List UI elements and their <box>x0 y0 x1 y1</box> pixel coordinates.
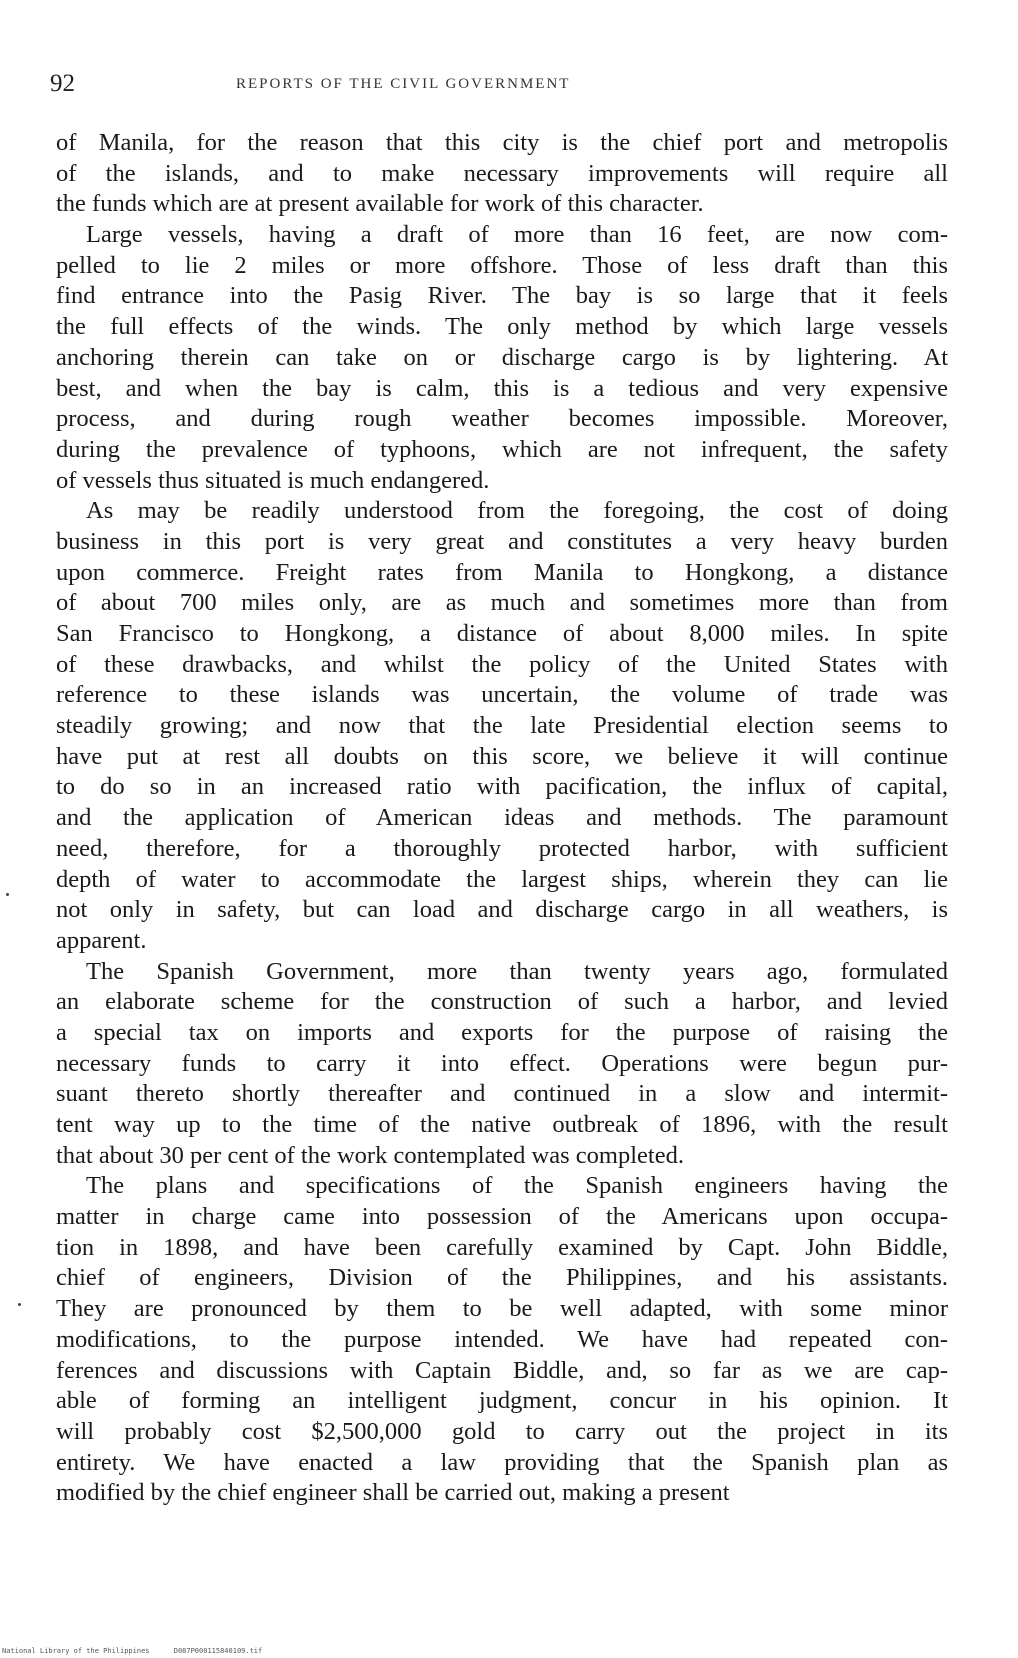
text-line: upon commerce. Freight rates from Manila to Hongkong, a distance <box>56 558 948 586</box>
text-line: during the prevalence of typhoons, which are not infrequent, the safety <box>56 435 948 463</box>
text-line: process, and during rough weather becomes impossible. Moreover, <box>56 405 948 433</box>
text-line: to do so in an increased ratio with pacification, the influx of capital, <box>56 773 948 801</box>
text-line: ferences and discussions with Captain Biddle, and, so far as we are cap- <box>56 1356 948 1384</box>
text-line: modified by the chief engineer shall be carried out, making a present <box>56 1479 730 1507</box>
text-line: need, therefore, for a thoroughly protected harbor, with sufficient <box>56 834 948 862</box>
text-line: of Manila, for the reason that this city is the chief port and metropolis <box>56 129 948 156</box>
text-line: of vessels thus situated is much endangered. <box>56 466 490 494</box>
text-line: San Francisco to Hongkong, a distance of about 8,000 miles. In spite <box>56 620 948 647</box>
paragraph <box>56 496 948 956</box>
text-line: pelled to lie 2 miles or more offshore. Those of less draft than this <box>56 251 948 279</box>
text-line: chief of engineers, Division of the Philippines, and his assistants. <box>56 1264 948 1292</box>
text-line: The plans and specifications of the Spanish engineers having the <box>86 1172 948 1200</box>
text-line: steadily growing; and now that the late Presidential election seems to <box>56 712 948 740</box>
text-line: will probably cost $2,500,000 gold to carry out the project in its <box>56 1417 948 1445</box>
paragraph <box>56 220 948 496</box>
text-line: able of forming an intelligent judgment, concur in his opinion. It <box>56 1387 948 1415</box>
page-number: 92 <box>50 70 75 97</box>
text-line: best, and when the bay is calm, this is a tedious and very expensive <box>56 374 948 402</box>
text-line: The Spanish Government, more than twenty years ago, formulated <box>86 957 948 985</box>
text-line: of about 700 miles only, are as much and sometimes more than from <box>56 589 948 617</box>
text-line: and the application of American ideas and methods. The paramount <box>56 804 948 832</box>
footer-library: National Library of the Philippines <box>2 1647 150 1655</box>
text-line: anchoring therein can take on or discharge cargo is by lightering. At <box>56 343 948 371</box>
text-line: not only in safety, but can load and discharge cargo in all weathers, is <box>56 896 948 924</box>
paragraph <box>56 957 948 1172</box>
text-line: a special tax on imports and exports for the purpose of raising the <box>56 1018 948 1046</box>
text-line: They are pronounced by them to be well adapted, with some minor <box>56 1295 948 1323</box>
text-line: of these drawbacks, and whilst the policy of the United States with <box>56 650 948 678</box>
body-text <box>56 128 948 1509</box>
text-line: tion in 1898, and have been carefully examined by Capt. John Biddle, <box>56 1233 948 1261</box>
text-line: find entrance into the Pasig River. The bay is so large that it feels <box>56 282 948 310</box>
text-line: have put at rest all doubts on this score, we believe it will continue <box>56 742 948 770</box>
scan-footer <box>2 1647 282 1655</box>
text-line: entirety. We have enacted a law providing that the Spanish plan as <box>56 1448 948 1476</box>
text-line: modifications, to the purpose intended. We have had repeated con- <box>56 1325 948 1353</box>
text-line: apparent. <box>56 926 147 954</box>
text-line: As may be readily understood from the foregoing, the cost of doing <box>86 497 948 525</box>
text-line: the full effects of the winds. The only method by which large vessels <box>56 313 948 341</box>
margin-mark <box>18 1303 21 1306</box>
page-header <box>50 70 750 100</box>
running-head: REPORTS OF THE CIVIL GOVERNMENT <box>236 76 571 92</box>
footer-file: D087P000115840109.tif <box>173 1647 263 1655</box>
paragraph <box>56 1171 948 1509</box>
text-line: Large vessels, having a draft of more than 16 feet, are now com- <box>86 221 948 249</box>
text-line: an elaborate scheme for the construction of such a harbor, and levied <box>56 988 948 1016</box>
paragraph <box>56 128 948 220</box>
text-line: tent way up to the time of the native outbreak of 1896, with the result <box>56 1111 948 1138</box>
text-line: reference to these islands was uncertain, the volume of trade was <box>56 681 948 709</box>
text-line: matter in charge came into possession of the Americans upon occupa- <box>56 1203 948 1231</box>
text-line: suant thereto shortly thereafter and continued in a slow and intermit- <box>56 1080 948 1108</box>
text-line: necessary funds to carry it into effect. Operations were begun pur- <box>56 1049 948 1077</box>
text-line: business in this port is very great and constitutes a very heavy burden <box>56 527 948 555</box>
margin-mark <box>6 893 9 896</box>
text-line: of the islands, and to make necessary improvements will require all <box>56 159 948 187</box>
text-line: depth of water to accommodate the largest ships, wherein they can lie <box>56 865 948 893</box>
text-line: that about 30 per cent of the work contemplated was completed. <box>56 1141 684 1169</box>
text-line: the funds which are at present available for work of this character. <box>56 190 704 218</box>
